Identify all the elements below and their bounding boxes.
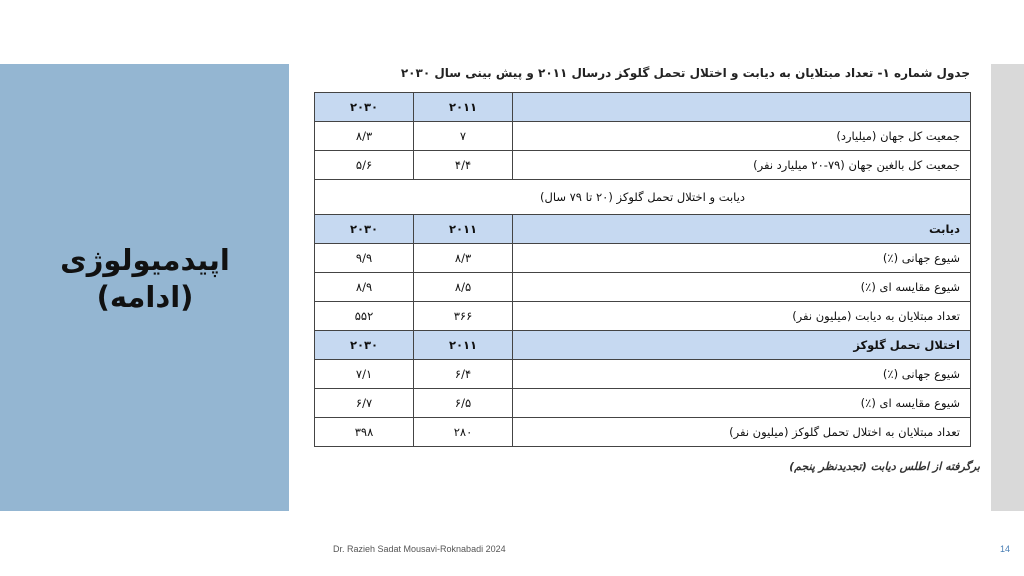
diabetes-header-label: دیابت: [513, 215, 971, 244]
row-label: شیوع مقایسه ای (٪): [513, 389, 971, 418]
diabetes-header-row: [315, 215, 971, 244]
table-caption: جدول شماره ۱- تعداد مبتلایان به دیابت و اختلال تحمل گلوکز درسال ۲۰۱۱ و پیش بینی سال ۲۰۳۰: [400, 66, 970, 80]
header-2011-cell: ۲۰۱۱: [414, 93, 513, 122]
value-2011: ۴/۴: [414, 151, 513, 180]
row-label: جمعیت کل جهان (میلیارد): [513, 122, 971, 151]
page-number: 14: [1000, 544, 1011, 554]
value-2011: ۲۸۰: [414, 418, 513, 447]
row-label: شیوع مقایسه ای (٪): [513, 273, 971, 302]
table-row: [315, 273, 971, 302]
table-header-row: [315, 93, 971, 122]
header-2030-cell: ۲۰۳۰: [315, 93, 414, 122]
right-decor-strip: [991, 64, 1024, 511]
table-row: [315, 151, 971, 180]
table-row: [315, 360, 971, 389]
row-label: شیوع جهانی (٪): [513, 360, 971, 389]
igt-header-label: اختلال تحمل گلوکز: [513, 331, 971, 360]
section-span-cell: دیابت و اختلال تحمل گلوکز (۲۰ تا ۷۹ سال): [315, 180, 971, 215]
table-row: [315, 389, 971, 418]
slide-title-line2: (ادامه): [96, 280, 194, 314]
table-row: [315, 122, 971, 151]
value-2011: ۸/۵: [414, 273, 513, 302]
value-2030: ۷/۱: [315, 360, 414, 389]
footer-author: Dr. Razieh Sadat Mousavi-Roknabadi 2024: [333, 544, 506, 554]
row-label: تعداد مبتلایان به دیابت (میلیون نفر): [513, 302, 971, 331]
slide-title-line1: اپیدمیولوژی: [60, 243, 230, 277]
table-row: [315, 302, 971, 331]
value-2030: ۸/۳: [315, 122, 414, 151]
value-2011: ۳۶۶: [414, 302, 513, 331]
header-label-cell: [513, 93, 971, 122]
value-2030: ۵/۶: [315, 151, 414, 180]
diabetes-header-2011: ۲۰۱۱: [414, 215, 513, 244]
section-span-row: [315, 180, 971, 215]
value-2030: ۳۹۸: [315, 418, 414, 447]
value-2011: ۶/۴: [414, 360, 513, 389]
igt-header-2030: ۲۰۳۰: [315, 331, 414, 360]
row-label: تعداد مبتلایان به اختلال تحمل گلوکز (میلیون نفر): [513, 418, 971, 447]
value-2030: ۹/۹: [315, 244, 414, 273]
table-row: [315, 244, 971, 273]
value-2030: ۸/۹: [315, 273, 414, 302]
source-note: برگرفته از اطلس دیابت (تجدیدنظر پنجم): [789, 460, 980, 473]
table-row: [315, 418, 971, 447]
diabetes-header-2030: ۲۰۳۰: [315, 215, 414, 244]
slide-title: [10, 242, 280, 316]
row-label: شیوع جهانی (٪): [513, 244, 971, 273]
value-2011: ۷: [414, 122, 513, 151]
value-2011: ۶/۵: [414, 389, 513, 418]
value-2011: ۸/۳: [414, 244, 513, 273]
igt-header-2011: ۲۰۱۱: [414, 331, 513, 360]
data-table: [314, 92, 971, 447]
value-2030: ۵۵۲: [315, 302, 414, 331]
row-label: جمعیت کل بالغین جهان (۷۹-۲۰ میلیارد نفر): [513, 151, 971, 180]
igt-header-row: [315, 331, 971, 360]
value-2030: ۶/۷: [315, 389, 414, 418]
